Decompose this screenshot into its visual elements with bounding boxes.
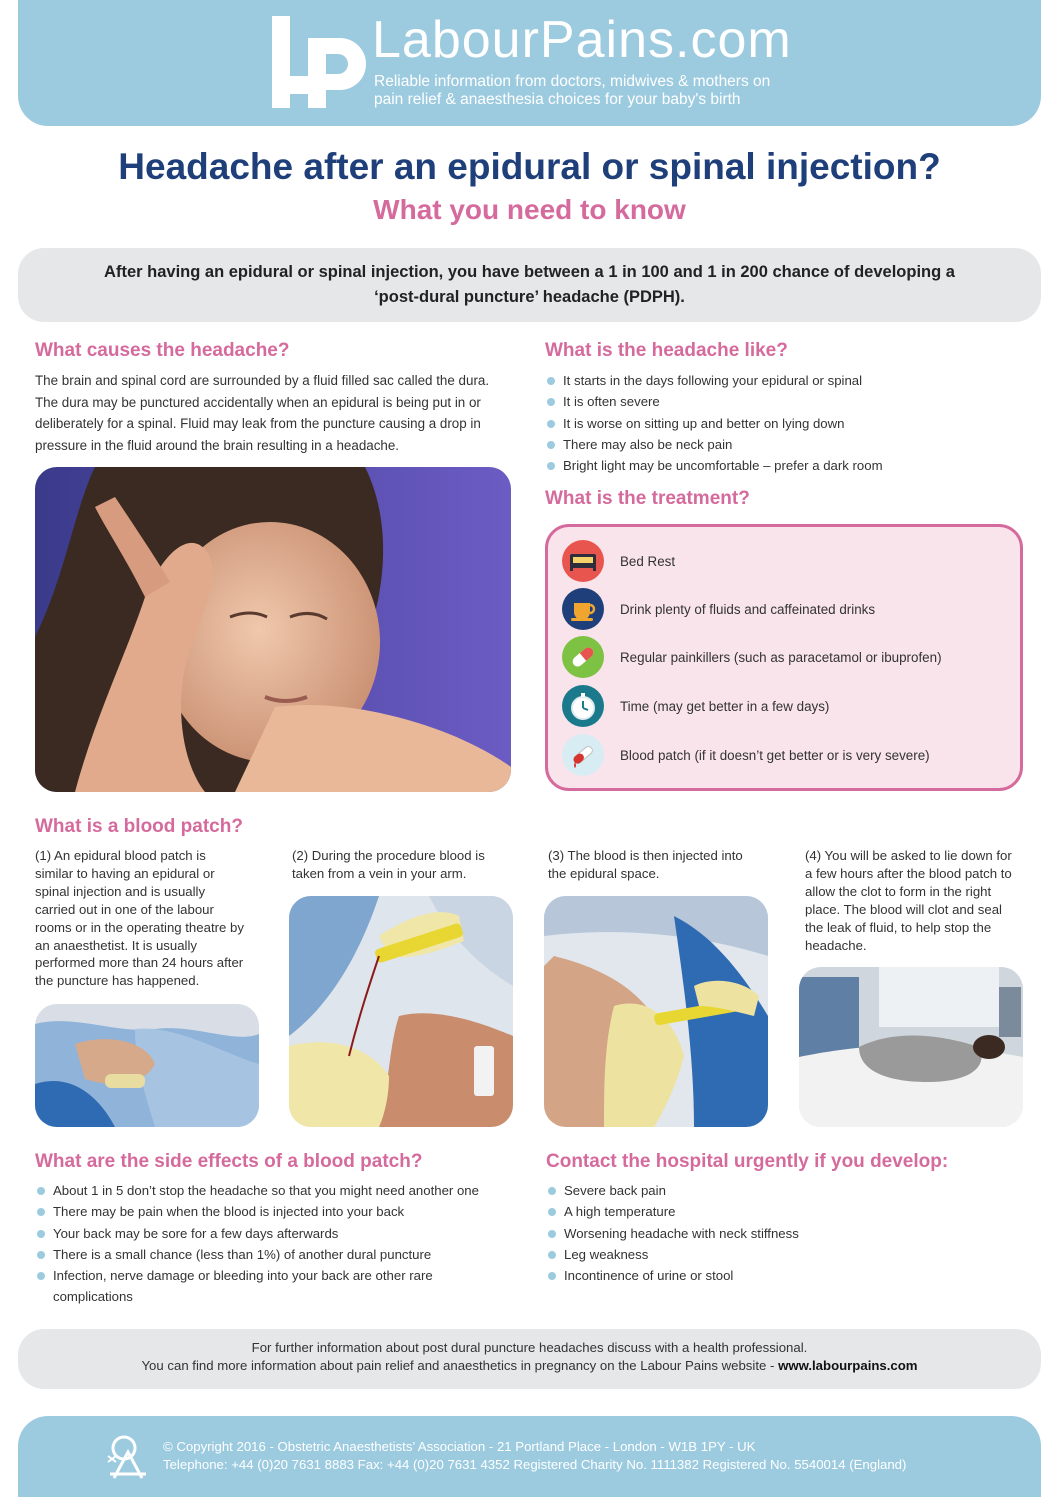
treatment-heading: What is the treatment? — [545, 488, 750, 509]
headache-photo — [35, 467, 511, 792]
contact-line: Telephone: +44 (0)20 7631 8883 Fax: +44 (0)20 7631 4352 Registered Charity No. 1111382 Registered No. 5540014 (England) — [163, 1457, 907, 1472]
list-item — [546, 1201, 1026, 1222]
like-heading: What is the headache like? — [545, 340, 788, 361]
clock-icon — [562, 685, 604, 727]
step-line: the leak of fluid, to help stop the — [805, 919, 992, 935]
brand-title: LabourPains.com — [372, 11, 792, 69]
step-1-photo — [35, 1004, 259, 1127]
causes-line: The dura may be punctured accidentally when an epidural is being put in or — [35, 394, 481, 410]
list-item-text: A high temperature — [564, 1204, 676, 1220]
treatment-item — [562, 587, 875, 631]
step-line: (4) You will be asked to lie down for — [805, 848, 1012, 863]
causes-line: pressure in the fluid around the brain resulting in a headache. — [35, 437, 400, 453]
causes-heading: What causes the headache? — [35, 340, 290, 361]
treatment-label: Regular painkillers (such as paracetamol or ibuprofen) — [620, 649, 942, 665]
list-item — [35, 1223, 515, 1244]
bed-icon — [562, 540, 604, 582]
bullet-icon — [37, 1187, 45, 1195]
bullet-icon — [37, 1272, 45, 1280]
treatment-label: Time (may get better in a few days) — [620, 698, 830, 714]
bullet-icon — [548, 1230, 556, 1238]
list-item-text: About 1 in 5 don’t stop the headache so that you might need another one — [53, 1183, 479, 1198]
like-list — [545, 370, 1025, 476]
brand-tagline — [374, 73, 854, 109]
list-item — [545, 391, 1025, 412]
step-3-photo — [544, 896, 768, 1127]
intro-line: After having an epidural or spinal injection, you have between a 1 in 100 and 1 in 200 chance of developing a — [104, 263, 955, 281]
step-line: (1) An epidural blood patch is — [35, 848, 206, 863]
further-info-box — [18, 1329, 1041, 1389]
page-title: Headache after an epidural or spinal injection? — [118, 146, 941, 187]
info-line: For further information about post dural puncture headaches discuss with a health professional. — [251, 1340, 808, 1355]
page-subtitle: What you need to know — [373, 194, 686, 225]
bullet-icon — [37, 1230, 45, 1238]
step-line: place. The blood will clot and seal — [805, 901, 1002, 917]
list-item-text: It is worse on sitting up and better on lying down — [563, 415, 845, 431]
list-item — [545, 370, 1025, 391]
list-item — [546, 1180, 1026, 1201]
site-footer — [18, 1416, 1041, 1497]
treatment-label: Blood patch (if it doesn’t get better or is very severe) — [620, 747, 930, 763]
step-4-text — [805, 847, 1035, 954]
list-item-text: Incontinence of urine or stool — [564, 1268, 734, 1284]
labourpains-logo — [270, 14, 370, 110]
step-line: the puncture has happened. — [35, 973, 200, 989]
step-line: allow the clot to form in the right — [805, 883, 992, 899]
cup-icon — [562, 588, 604, 630]
list-item-text: Infection, nerve damage or bleeding into your back are other rare — [53, 1268, 433, 1284]
list-item-text: There is a small chance (less than 1%) of another dural puncture — [53, 1246, 432, 1262]
site-header — [18, 0, 1041, 126]
treatment-item — [562, 635, 942, 679]
treatment-item — [562, 684, 829, 728]
step-line: (2) During the procedure blood is — [292, 848, 485, 863]
pill-icon — [562, 636, 604, 678]
intro-line: ‘post-dural puncture’ headache (PDPH). — [374, 288, 685, 306]
list-item — [35, 1244, 515, 1265]
oaa-logo-icon — [106, 1434, 150, 1480]
step-line: an anaesthetist. It is usually — [35, 937, 198, 953]
bullet-icon — [547, 420, 555, 428]
step-3-text — [548, 847, 778, 883]
list-item-text: It is often severe — [563, 394, 660, 410]
step-line: headache. — [805, 937, 867, 953]
treatment-box — [545, 524, 1023, 791]
list-item — [35, 1265, 515, 1286]
step-line: spinal injection and is usually — [35, 883, 206, 899]
causes-text — [35, 370, 515, 456]
list-item — [545, 434, 1025, 455]
bullet-icon — [547, 441, 555, 449]
list-item-text: Severe back pain — [564, 1183, 666, 1198]
list-item — [546, 1265, 1026, 1286]
side-effects-list — [35, 1180, 515, 1308]
list-item — [546, 1223, 1026, 1244]
step-line: (3) The blood is then injected into — [548, 848, 743, 863]
footer-text — [163, 1438, 906, 1474]
step-4-photo — [799, 967, 1023, 1127]
list-item — [35, 1180, 515, 1201]
step-line: carried out in one of the labour — [35, 901, 214, 917]
step-line: performed more than 24 hours after — [35, 955, 244, 971]
bullet-icon — [547, 462, 555, 470]
causes-line: The brain and spinal cord are surrounded by a fluid filled sac called the dura. — [35, 373, 490, 388]
blood-patch-heading: What is a blood patch? — [35, 816, 243, 837]
list-item — [545, 413, 1025, 434]
tagline-line: Reliable information from doctors, midwives & mothers on — [374, 73, 771, 90]
treatment-item — [562, 733, 930, 777]
bullet-icon — [548, 1187, 556, 1195]
list-item-text: There may also be neck pain — [563, 436, 733, 452]
list-item-text: There may be pain when the blood is injected into your back — [53, 1204, 405, 1220]
bullet-icon — [37, 1208, 45, 1216]
bullet-icon — [547, 398, 555, 406]
list-item-text: Your back may be sore for a few days afterwards — [53, 1225, 339, 1241]
info-text: You can find more information about pain relief and anaesthetics in pregnancy on the Labour Pains website - — [141, 1358, 779, 1373]
step-line: similar to having an epidural or — [35, 865, 215, 881]
list-item-text: Bright light may be uncomfortable – prefer a dark room — [563, 458, 883, 474]
bullet-icon — [547, 377, 555, 385]
bullet-icon — [548, 1272, 556, 1280]
step-1-text — [35, 847, 265, 990]
list-item-text: Worsening headache with neck stiffness — [564, 1225, 799, 1241]
bullet-icon — [37, 1251, 45, 1259]
treatment-label: Drink plenty of fluids and caffeinated drinks — [620, 601, 876, 617]
side-effects-heading: What are the side effects of a blood patch? — [35, 1151, 423, 1172]
list-item-text: Leg weakness — [564, 1246, 649, 1262]
step-2-photo — [289, 896, 513, 1127]
step-line: the epidural space. — [548, 865, 660, 881]
tagline-line: pain relief & anaesthesia choices for your baby's birth — [374, 91, 741, 108]
step-2-text — [292, 847, 522, 883]
contact-list — [546, 1180, 1026, 1286]
step-line: taken from a vein in your arm. — [292, 865, 467, 881]
bullet-icon — [548, 1251, 556, 1259]
list-item — [545, 455, 1025, 476]
list-item-text: complications — [53, 1289, 133, 1305]
bullet-icon — [548, 1208, 556, 1216]
intro-box — [18, 248, 1041, 322]
website-link[interactable]: www.labourpains.com — [778, 1358, 918, 1373]
list-item-continuation — [35, 1286, 515, 1307]
treatment-item — [562, 539, 675, 583]
causes-line: deliberately for a spinal. Fluid may leak from the puncture causing a drop in — [35, 416, 481, 431]
list-item-text: It starts in the days following your epidural or spinal — [563, 373, 863, 388]
treatment-label: Bed Rest — [620, 553, 676, 569]
step-line: a few hours after the blood patch to — [805, 865, 1012, 881]
step-line: rooms or in the operating theatre by — [35, 919, 244, 935]
info-line — [18, 1357, 1041, 1375]
list-item — [546, 1244, 1026, 1265]
copyright-line: © Copyright 2016 - Obstetric Anaesthetists’ Association - 21 Portland Place - London - W1B 1PY - UK — [163, 1439, 756, 1454]
blood-tube-icon — [562, 734, 604, 776]
contact-heading: Contact the hospital urgently if you develop: — [546, 1151, 949, 1172]
list-item — [35, 1201, 515, 1222]
